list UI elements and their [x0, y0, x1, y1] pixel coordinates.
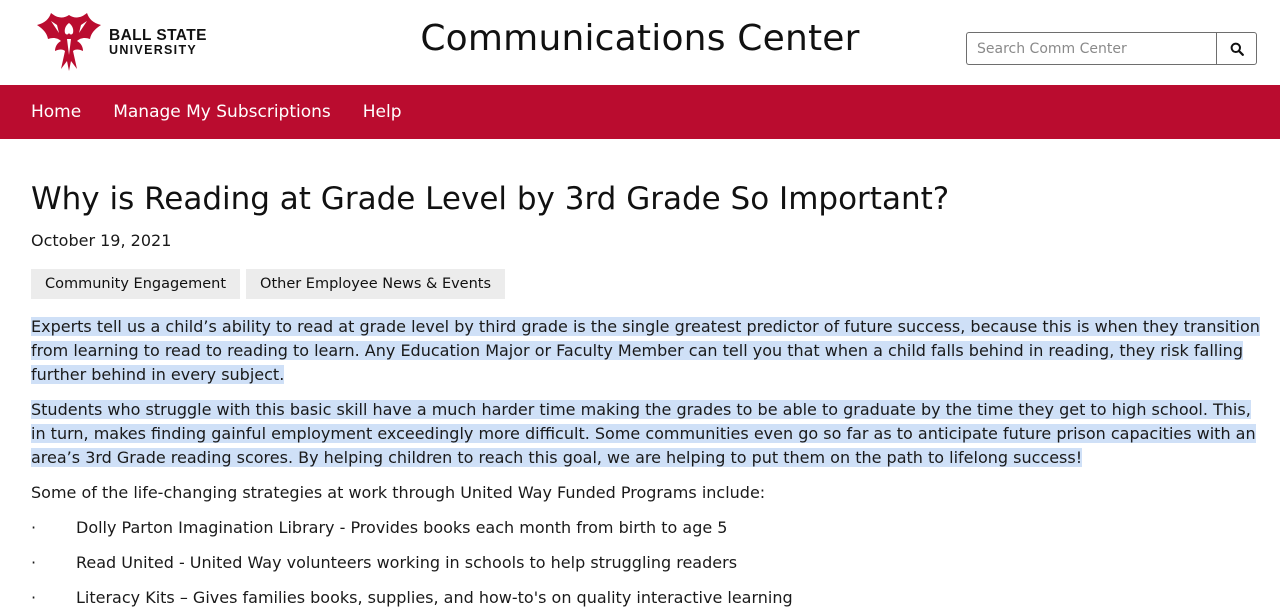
bullet-marker: · — [31, 518, 37, 537]
bullet-marker: · — [31, 553, 37, 572]
selected-text: Experts tell us a child’s ability to read at grade level by third grade is the single greatest predictor of future success, because this is when they transition from learning to read to reading to learn. Any Education Major or Faculty Member can tell you that when a child falls behind in reading, they risk falling further behind in every subject. — [31, 317, 1260, 384]
tag-other-employee-news[interactable]: Other Employee News & Events — [246, 269, 505, 299]
selected-text: Students who struggle with this basic skill have a much harder time making the grades to be able to graduate by the time they get to high school. This, in turn, makes finding gainful employment exceedingly more difficult. Some communities even go so far as to anticipate future prison capacities with an area’s 3rd Grade reading scores. By helping children to reach this goal, we are helping to put them on the path to lifelong success! — [31, 400, 1256, 467]
search-input[interactable] — [966, 32, 1216, 65]
list-item — [31, 551, 1261, 575]
list-item — [31, 516, 1261, 540]
site-header — [0, 0, 1280, 85]
tag-community-engagement[interactable]: Community Engagement — [31, 269, 240, 299]
logo-text — [109, 28, 207, 57]
list-item — [31, 586, 1261, 609]
cardinal-logo-icon — [31, 11, 107, 73]
logo-line1: BALL STATE — [109, 26, 207, 44]
search-form — [966, 32, 1257, 65]
search-button[interactable] — [1216, 32, 1257, 65]
bsu-logo[interactable] — [31, 10, 221, 74]
article-paragraph — [31, 398, 1261, 470]
article-paragraph: Some of the life-changing strategies at work through United Way Funded Programs include: — [31, 483, 766, 502]
nav-item-help[interactable]: Help — [362, 102, 402, 122]
nav-item-home[interactable]: Home — [31, 102, 82, 122]
tag-list — [31, 269, 511, 299]
logo-line2: UNIVERSITY — [109, 43, 198, 57]
page-title: Why is Reading at Grade Level by 3rd Grade So Important? — [31, 181, 950, 217]
list-item-text: Dolly Parton Imagination Library - Provides books each month from birth to age 5 — [76, 518, 728, 537]
list-item-text: Literacy Kits – Gives families books, supplies, and how-to's on quality interactive learning — [76, 588, 793, 607]
bullet-marker: · — [31, 588, 37, 607]
main-nav — [0, 85, 1280, 139]
article-paragraph — [31, 315, 1261, 387]
search-icon — [1230, 42, 1244, 56]
site-title: Communications Center — [420, 18, 860, 59]
post-date: October 19, 2021 — [31, 231, 172, 250]
nav-item-manage-subscriptions[interactable]: Manage My Subscriptions — [113, 102, 331, 122]
list-item-text: Read United - United Way volunteers working in schools to help struggling readers — [76, 553, 738, 572]
article-body — [31, 315, 1261, 609]
